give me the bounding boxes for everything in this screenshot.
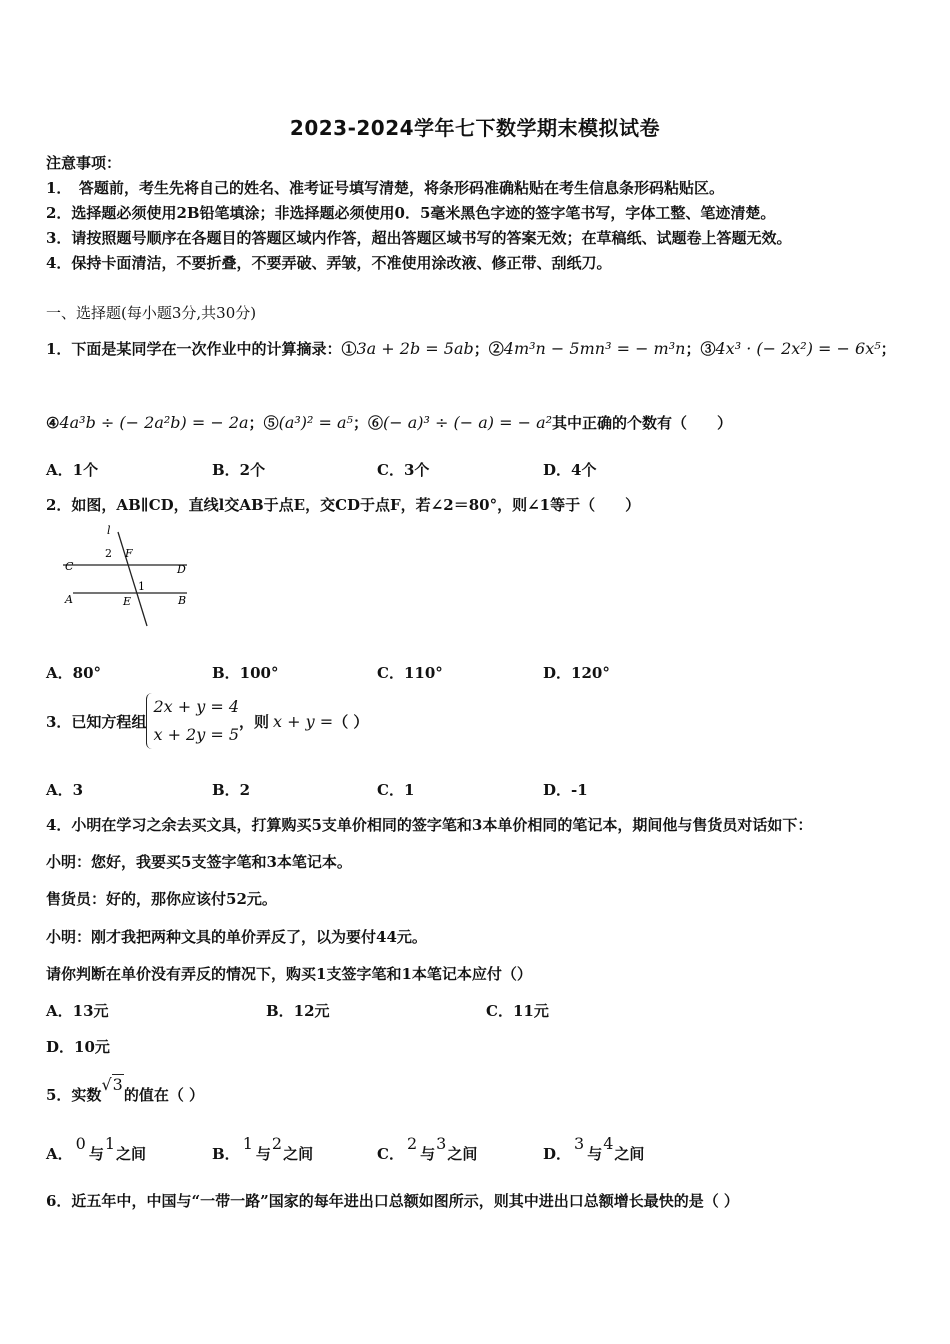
q5-option-c-label: C． — [377, 1145, 404, 1163]
q3-option-a: A．3 — [46, 781, 84, 799]
q5-option-d-hi: 4 — [603, 1134, 614, 1153]
q1-intro: 1．下面是某同学在一次作业中的计算摘录： — [46, 340, 342, 358]
page-title: 2023-2024学年七下数学期末模拟试卷 — [289, 116, 661, 140]
q2-option-d: D．120° — [543, 664, 610, 682]
q1-expr-2: 4m³n − 5mn³ = − m³n — [503, 339, 686, 358]
label-e: E — [123, 595, 132, 608]
q5-option-c-hi: 3 — [436, 1134, 447, 1153]
q5-option-c-lo: 2 — [406, 1134, 418, 1153]
q5-tail: 的值在（ ） — [123, 1086, 205, 1104]
q1-m1-label: ① — [341, 340, 357, 358]
q1-sep-1: ； — [473, 340, 489, 358]
q2-option-a: A．80° — [46, 664, 102, 682]
q3-equation-system — [146, 693, 239, 749]
q1-option-b: B．2个 — [212, 461, 266, 479]
q4-text: 4．小明在学习之余去买文具，打算购买5支单价相同的签字笔和3本单价相同的笔记本，期间他与售货员对话如下： — [46, 816, 813, 834]
label-b: B — [178, 594, 187, 607]
q4-option-d: D．10元 — [46, 1038, 110, 1056]
label-d: D — [177, 563, 186, 576]
q1-sep-5: ； — [352, 414, 368, 432]
q5-radicand: 3 — [112, 1075, 123, 1094]
q5-sqrt — [101, 1075, 123, 1094]
q5-option-b-mid: 与 — [255, 1145, 271, 1163]
q4-dialog-2: 售货员：好的，那你应该付52元。 — [46, 890, 277, 908]
q1-line1 — [46, 338, 896, 359]
q5-option-d-end: 之间 — [614, 1145, 645, 1163]
label-f: F — [125, 547, 133, 560]
q4-dialog-1: 小明：您好，我要买5支签字笔和3本笔记本。 — [46, 853, 352, 871]
q6-text: 6．近五年中，中国与“一带一路”国家的每年进出口总额如图所示，则其中进出口总额增长最快的是（ ） — [46, 1192, 739, 1210]
q5-option-a-end: 之间 — [116, 1145, 147, 1163]
notice-heading: 注意事项： — [46, 154, 122, 172]
label-a: A — [65, 593, 73, 606]
q5-option-b-hi: 2 — [271, 1134, 283, 1153]
q5-option-d — [543, 1134, 645, 1164]
q3-mid: ，则 — [239, 712, 270, 731]
notice-item-2: 2．选择题必须使用2B铅笔填涂；非选择题必须使用0．5毫米黑色字迹的签字笔书写，字体工整、笔迹清楚。 — [46, 204, 776, 222]
q5-option-a-mid: 与 — [88, 1145, 104, 1163]
q4-option-c: C．11元 — [486, 1002, 549, 1020]
q2-option-c: C．110° — [377, 664, 443, 682]
q3-option-b: B．2 — [212, 781, 251, 799]
q1-option-d: D．4个 — [543, 461, 597, 479]
q5-lead: 5．实数 — [46, 1086, 102, 1104]
q4-question: 请你判断在单价没有弄反的情况下，购买1支签字笔和1本笔记本应付（） — [46, 965, 532, 983]
q5-line — [46, 1075, 205, 1105]
q5-option-c — [377, 1134, 478, 1164]
q5-option-d-label: D． — [543, 1145, 572, 1163]
label-angle-2: 2 — [105, 547, 112, 560]
q1-expr-1: 3a + 2b = 5ab — [356, 339, 474, 358]
q3-eq2: x + 2y = 5 — [153, 725, 240, 744]
q5-option-a-label: A． — [46, 1145, 73, 1163]
q1-expr-4: 4a³b ÷ (− 2a²b) = − 2a — [59, 413, 249, 432]
sqrt-icon: √ — [101, 1075, 112, 1094]
q3-option-d: D．-1 — [543, 781, 588, 799]
q5-option-b — [212, 1134, 314, 1164]
q1-m5-label: ⑤ — [263, 414, 279, 432]
q5-option-c-mid: 与 — [420, 1145, 436, 1163]
q1-m3-label: ③ — [700, 340, 716, 358]
q1-sep-3: ； — [880, 340, 896, 358]
q1-m4-label: ④ — [46, 414, 60, 432]
section-heading: 一、选择题(每小题3分,共30分) — [46, 304, 257, 322]
q2-figure — [55, 520, 205, 632]
q3-eq1: 2x + y = 4 — [153, 697, 240, 716]
notice-item-4: 4．保持卡面清洁，不要折叠，不要弄破、弄皱，不准使用涂改液、修正带、刮纸刀。 — [46, 254, 612, 272]
q2-option-b: B．100° — [212, 664, 279, 682]
q1-sep-2: ； — [685, 340, 701, 358]
q5-option-d-lo: 3 — [574, 1134, 585, 1153]
label-c: C — [65, 560, 74, 573]
notice-item-1: 1． 答题前，考生先将自己的姓名、准考证号填写清楚，将条形码准确粘贴在考生信息条形码粘贴区。 — [46, 179, 724, 197]
q1-m6-label: ⑥ — [367, 414, 383, 432]
q1-expr-5: (a³)² = a⁵ — [278, 413, 353, 432]
q1-tail: 其中正确的个数有（ ） — [552, 414, 733, 432]
q3-line — [46, 693, 368, 749]
q5-option-a — [46, 1134, 147, 1164]
q5-option-b-end: 之间 — [283, 1145, 314, 1163]
q3-expr: x + y = — [273, 711, 334, 731]
q4-dialog-3: 小明：刚才我把两种文具的单价弄反了，以为要付44元。 — [46, 928, 427, 946]
label-angle-1: 1 — [138, 580, 145, 593]
q5-option-d-mid: 与 — [587, 1145, 603, 1163]
q5-option-a-hi: 1 — [104, 1134, 116, 1153]
q2-text: 2．如图，AB∥CD，直线l交AB于点E，交CD于点F，若∠2＝80°，则∠1等于（ ） — [46, 496, 641, 514]
q1-option-a: A．1个 — [46, 461, 99, 479]
q3-tail: （ ） — [333, 712, 369, 731]
q3-option-c: C．1 — [377, 781, 415, 799]
q5-option-a-lo: 0 — [75, 1134, 86, 1153]
q1-expr-6: (− a)³ ÷ (− a) = − a² — [383, 413, 553, 432]
notice-item-3: 3．请按照题号顺序在各题目的答题区域内作答，超出答题区域书写的答案无效；在草稿纸、试题卷上答题无效。 — [46, 229, 792, 247]
q5-option-b-lo: 1 — [242, 1134, 253, 1153]
q1-line2 — [46, 412, 732, 433]
q5-option-c-end: 之间 — [447, 1145, 478, 1163]
q4-option-b: B．12元 — [266, 1002, 330, 1020]
q3-lead: 3．已知方程组 — [46, 712, 147, 731]
label-l: l — [107, 524, 111, 537]
q1-option-c: C．3个 — [377, 461, 430, 479]
q5-option-b-label: B． — [212, 1145, 240, 1163]
q4-option-a: A．13元 — [46, 1002, 109, 1020]
q1-m2-label: ② — [488, 340, 504, 358]
q1-expr-3: 4x³ · (− 2x²) = − 6x⁵ — [715, 339, 881, 358]
q1-sep-4: ； — [248, 414, 264, 432]
